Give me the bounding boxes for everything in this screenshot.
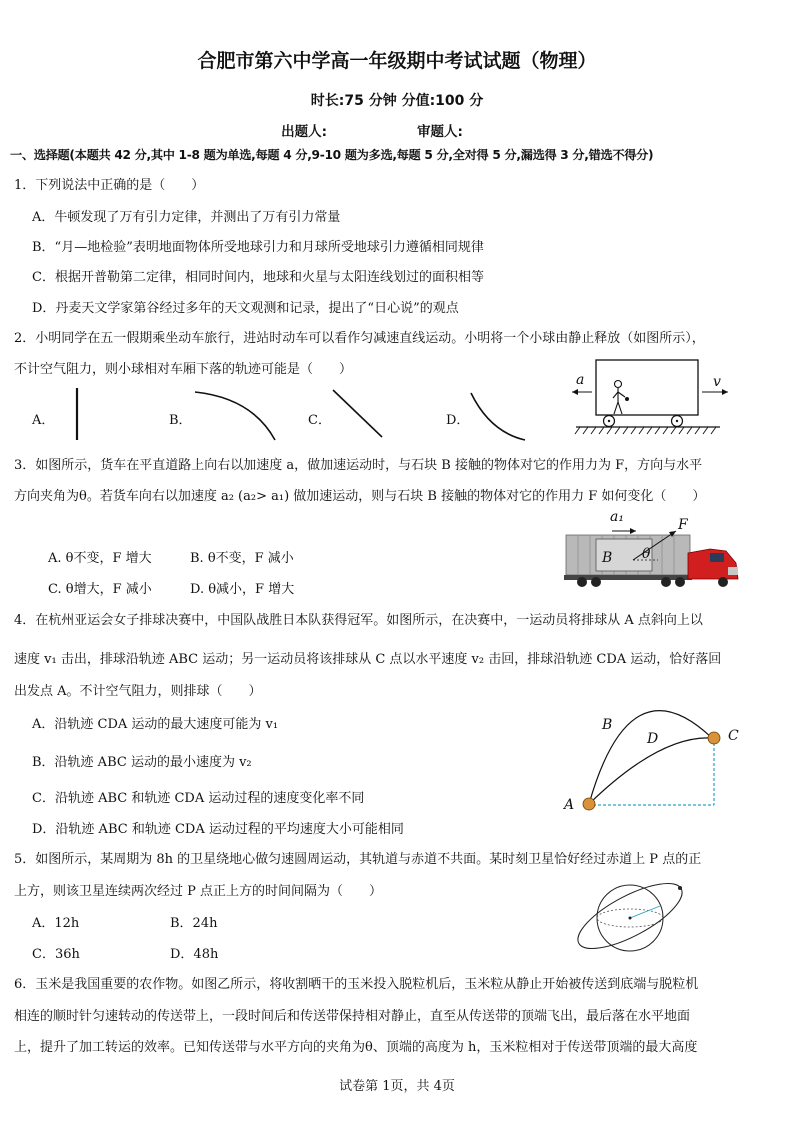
q4-line3: 出发点 A。不计空气阻力，则排球（ ） [14,684,262,699]
q3-option-c: C. θ增大，F 减小 [48,582,152,597]
q2-option-b: B． [169,413,192,428]
train-figure [560,352,740,437]
train-a-label: a [576,372,585,388]
q4-option-a: A．沿轨迹 CDA 运动的最大速度可能为 v₁ [32,717,279,732]
volley-C-label: C [728,728,739,744]
truck-theta-label: θ [642,546,651,562]
q1-stem: 1．下列说法中正确的是（ ） [14,178,205,193]
q1-option-a: A．牛顿发现了万有引力定律，并测出了万有引力常量 [32,210,341,225]
q3-line1: 3．如图所示，货车在平直道路上向右以加速度 a，做加速运动时，与石块 B 接触的物体对它的作用力为 F，方向与水平 [14,458,703,473]
page-footer: 试卷第 1页，共 4页 [339,1079,455,1094]
q5-line1: 5．如图所示，某周期为 8h 的卫星绕地心做匀速圆周运动，其轨道与赤道不共面。某时刻卫星恰好经过赤道上 P 点的正 [14,852,702,867]
q4-line1: 4．在杭州亚运会女子排球决赛中，中国队战胜日本队获得冠军。如图所示，在决赛中，一运动员将排球从 A 点斜向上以 [14,613,703,628]
q5-option-c: C．36h [32,947,80,962]
setter-label: 出题人: [281,124,327,140]
q1-option-c: C．根据开普勒第二定律，相同时间内，地球和火星与太阳连线划过的面积相等 [32,270,484,285]
q2-option-c: C． [308,413,331,428]
q4-option-c: C．沿轨迹 ABC 和轨迹 CDA 运动过程的速度变化率不同 [32,791,365,806]
q4-line2: 速度 v₁ 击出，排球沿轨迹 ABC 运动；另一运动员将该排球从 C 点以水平速度 v₂ 击回，排球沿轨迹 CDA 运动，恰好落回 [14,652,722,667]
truck-a1-label: a₁ [610,509,624,525]
q5-option-d: D．48h [170,947,219,962]
volley-B-label: B [602,717,613,733]
q1-option-d: D．丹麦天文学家第谷经过多年的天文观测和记录，提出了“日心说”的观点 [32,301,459,316]
q5-option-a: A．12h [32,916,80,931]
q3-line2: 方向夹角为θ。若货车向右以加速度 a₂ (a₂> a₁) 做加速运动，则与石块 B 接触的物体对它的作用力 F 如何变化（ ） [14,489,706,504]
q2-line1: 2．小明同学在五一假期乘坐动车旅行，进站时动车可以看作匀减速直线运动。小明将一个小球由静止释放（如图所示）， [14,331,705,346]
q6-line1: 6．玉米是我国重要的农作物。如图乙所示，将收割晒干的玉米投入脱粒机后，玉米粒从静止开始被传送到底端与脱粒机 [14,977,699,992]
page-title: 合肥市第六中学高一年级期中考试试题（物理） [197,50,597,72]
truck-B-label: B [602,550,613,566]
reviewer-label: 审题人: [417,124,463,140]
q3-option-a: A. θ不变，F 增大 [48,551,152,566]
q3-option-d: D. θ减小，F 增大 [190,582,295,597]
q2-option-a: A． [32,413,55,428]
section-heading: 一、选择题(本题共 42 分,其中 1-8 题为单选,每题 4 分,9-10 题为多选,每题 5 分,全对得 5 分,漏选得 3 分,错选不得分) [10,148,654,162]
truck-figure [560,505,750,590]
q5-option-b: B．24h [170,916,218,931]
satellite-figure [568,868,698,963]
q4-option-d: D．沿轨迹 ABC 和轨迹 CDA 运动过程的平均速度大小可能相同 [32,822,404,837]
train-v-label: v [713,374,721,390]
q6-line3: 上，提升了加工转运的效率。已知传送带与水平方向的夹角为θ、顶端的高度为 h，玉米粒相对于传送带顶端的最大高度 [14,1040,698,1055]
q6-line2: 相连的顺时针匀速转动的传送带上，一段时间后和传送带保持相对静止，直至从传送带的顶端飞出，最后落在水平地面 [14,1009,691,1024]
volleyball-figure [560,705,750,815]
volley-A-label: A [564,797,575,813]
exam-meta: 时长:75 分钟 分值:100 分 [310,93,484,109]
q4-option-b: B．沿轨迹 ABC 运动的最小速度为 v₂ [32,755,252,770]
q3-option-b: B. θ不变，F 减小 [190,551,294,566]
q2-option-d: D． [446,413,470,428]
q5-line2: 上方，则该卫星连续两次经过 P 点正上方的时间间隔为（ ） [14,884,383,899]
q2-line2: 不计空气阻力，则小球相对车厢下落的轨迹可能是（ ） [14,362,353,377]
q1-option-b: B．“月—地检验”表明地面物体所受地球引力和月球所受地球引力遵循相同规律 [32,240,484,255]
truck-F-label: F [678,517,688,533]
volley-D-label: D [647,731,659,747]
